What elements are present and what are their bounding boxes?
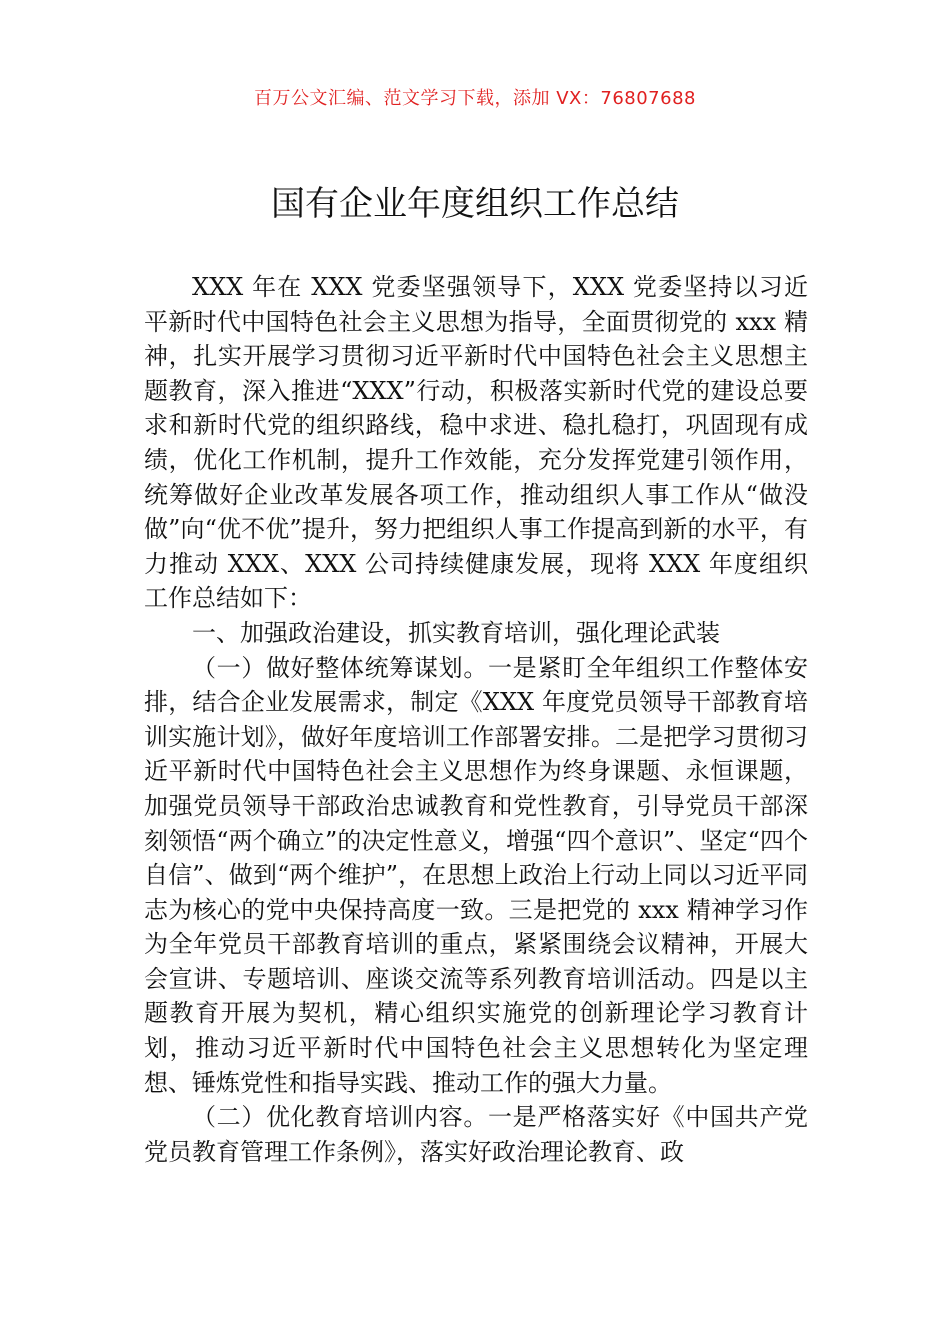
section-heading: 一、加强政治建设，抓实教育培训，强化理论武装 xyxy=(192,618,720,647)
section-paragraph: （二）优化教育培训内容。一是严格落实好《中国共产党党员教育管理工作条例》，落实好政治理论教育、政 xyxy=(144,1103,808,1166)
intro-paragraph: XXX 年在 XXX 党委坚强领导下，XXX 党委坚持以习近平新时代中国特色社会主义思想为指导，全面贯彻党的 xxx 精神，扎实开展学习贯彻习近平新时代中国特色社会主义思想主题教育，深入推进“XXX”行动，积极落实新时代党的建设总要求和新时代党的组织路线，稳中求进、稳扎稳打，巩固现有成绩，优化工作机制，提升工作效能，充分发挥党建引领作用，统筹做好企业改革发展各项工作，推动组织人事工作从“做没做”向“优不优”提升，努力把组织人事工作提高到新的水平，有力推动 XXX、XXX 公司持续健康发展，现将 XXX 年度组织工作总结如下： xyxy=(144,273,808,613)
header-banner: 百万公文汇编、范文学习下载，添加 VX：76807688 xyxy=(254,88,696,109)
document-body xyxy=(144,270,808,1169)
page-title: 国有企业年度组织工作总结 xyxy=(271,184,679,224)
section-paragraph: （一）做好整体统筹谋划。一是紧盯全年组织工作整体安排，结合企业发展需求，制定《XXX 年度党员领导干部教育培训实施计划》，做好年度培训工作部署安排。二是把学习贯彻习近平新时代中国特色社会主义思想作为终身课题、永恒课题，加强党员领导干部政治忠诚教育和党性教育，引导党员干部深刻领悟“两个确立”的决定性意义，增强“四个意识”、坚定“四个自信”、做到“两个维护”，在思想上政治上行动上同以习近平同志为核心的党中央保持高度一致。三是把党的 xxx 精神学习作为全年党员干部教育培训的重点，紧紧围绕会议精神，开展大会宣讲、专题培训、座谈交流等系列教育培训活动。四是以主题教育开展为契机，精心组织实施党的创新理论学习教育计划，推动习近平新时代中国特色社会主义思想转化为坚定理想、锤炼党性和指导实践、推动工作的强大力量。 xyxy=(144,653,808,1097)
